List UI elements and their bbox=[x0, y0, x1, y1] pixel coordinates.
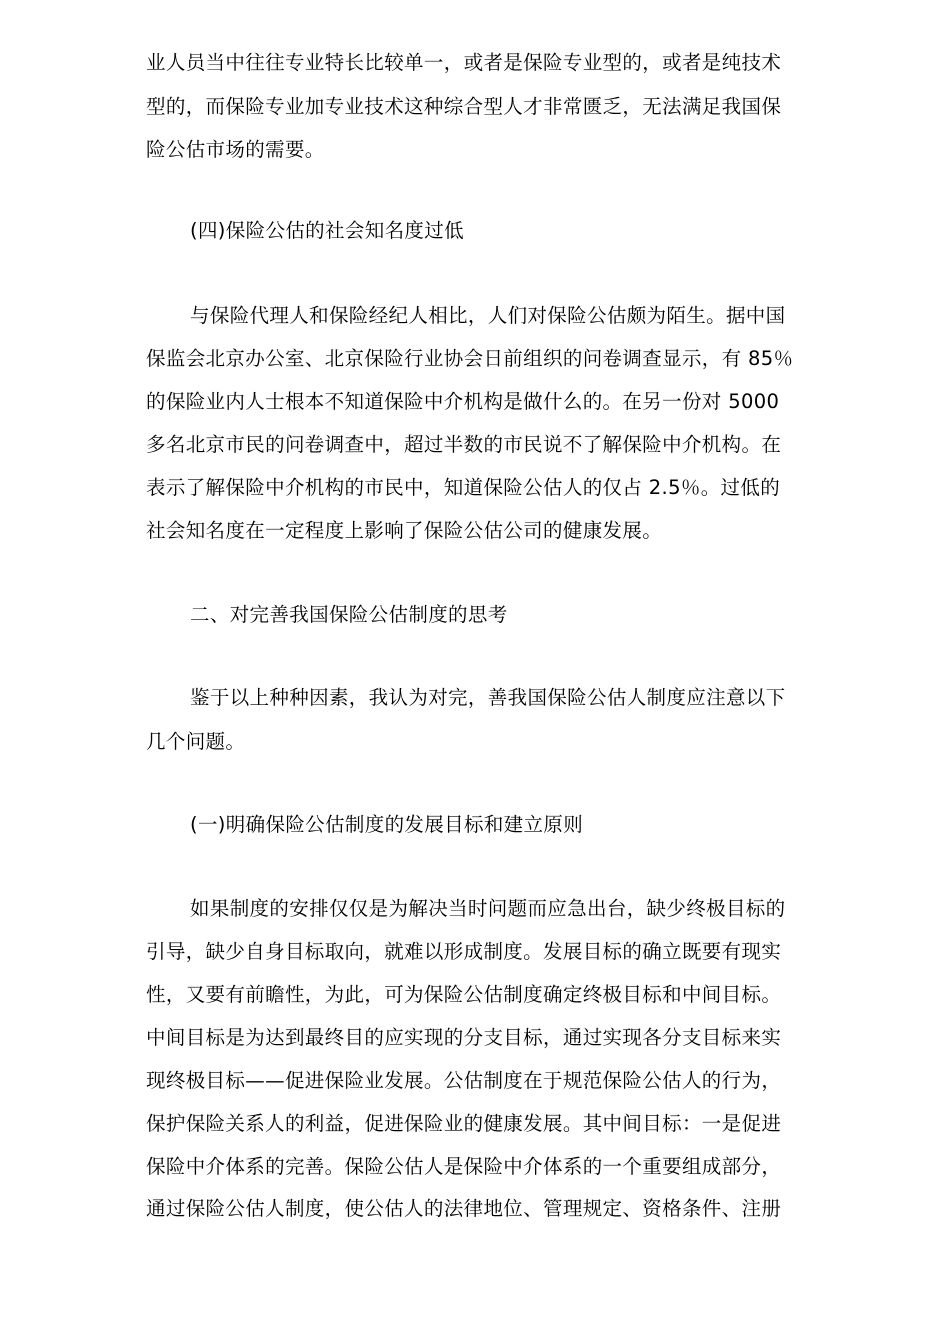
text-line: 中间目标是为达到最终目的应实现的分支目标，通过实现各分支目标来实 bbox=[146, 1026, 782, 1049]
section-heading: (四)保险公估的社会知名度过低 bbox=[190, 219, 464, 242]
text-line: 型的，而保险专业加专业技术这种综合型人才非常匮乏，无法满足我国保 bbox=[146, 95, 782, 118]
text-line: 社会知名度在一定程度上影响了保险公估公司的健康发展。 bbox=[146, 519, 663, 542]
text-line: 通过保险公估人制度，使公估人的法律地位、管理规定、资格条件、注册 bbox=[146, 1197, 782, 1220]
text-line: 险公估市场的需要。 bbox=[146, 138, 325, 161]
text-line: 引导，缺少自身目标取向，就难以形成制度。发展目标的确立既要有现实 bbox=[146, 940, 782, 963]
text-line: 多名北京市民的问卷调查中，超过半数的市民说不了解保险中介机构。在 bbox=[146, 433, 782, 456]
text-line: 保险中介体系的完善。保险公估人是保险中介体系的一个重要组成部分， bbox=[146, 1155, 782, 1178]
text-line: 保护保险关系人的利益，促进保险业的健康发展。其中间目标：一是促进 bbox=[146, 1112, 782, 1135]
section-heading: 二、对完善我国保险公估制度的思考 bbox=[190, 603, 508, 626]
text-line: 表示了解保险中介机构的市民中，知道保险公估人的仅占 2.5％。过低的 bbox=[146, 476, 781, 499]
text-line: 的保险业内人士根本不知道保险中介机构是做什么的。在另一份对 5000 bbox=[146, 390, 780, 413]
text-line: 现终极目标——促进保险业发展。公估制度在于规范保险公估人的行为， bbox=[146, 1069, 782, 1092]
text-line: 鉴于以上种种因素，我认为对完，善我国保险公估人制度应注意以下 bbox=[190, 686, 786, 709]
text-line: 如果制度的安排仅仅是为解决当时问题而应急出台，缺少终极目标的 bbox=[190, 897, 786, 920]
text-line: 几个问题。 bbox=[146, 730, 246, 753]
text-line: 保监会北京办公室、北京保险行业协会日前组织的问卷调查显示，有 85％ bbox=[146, 347, 794, 370]
text-line: 与保险代理人和保险经纪人相比，人们对保险公估颇为陌生。据中国 bbox=[190, 304, 786, 327]
section-heading: (一)明确保险公估制度的发展目标和建立原则 bbox=[190, 813, 584, 836]
text-line: 性，又要有前瞻性，为此，可为保险公估制度确定终极目标和中间目标。 bbox=[146, 983, 782, 1006]
text-line: 业人员当中往往专业特长比较单一，或者是保险专业型的，或者是纯技术 bbox=[146, 51, 782, 74]
